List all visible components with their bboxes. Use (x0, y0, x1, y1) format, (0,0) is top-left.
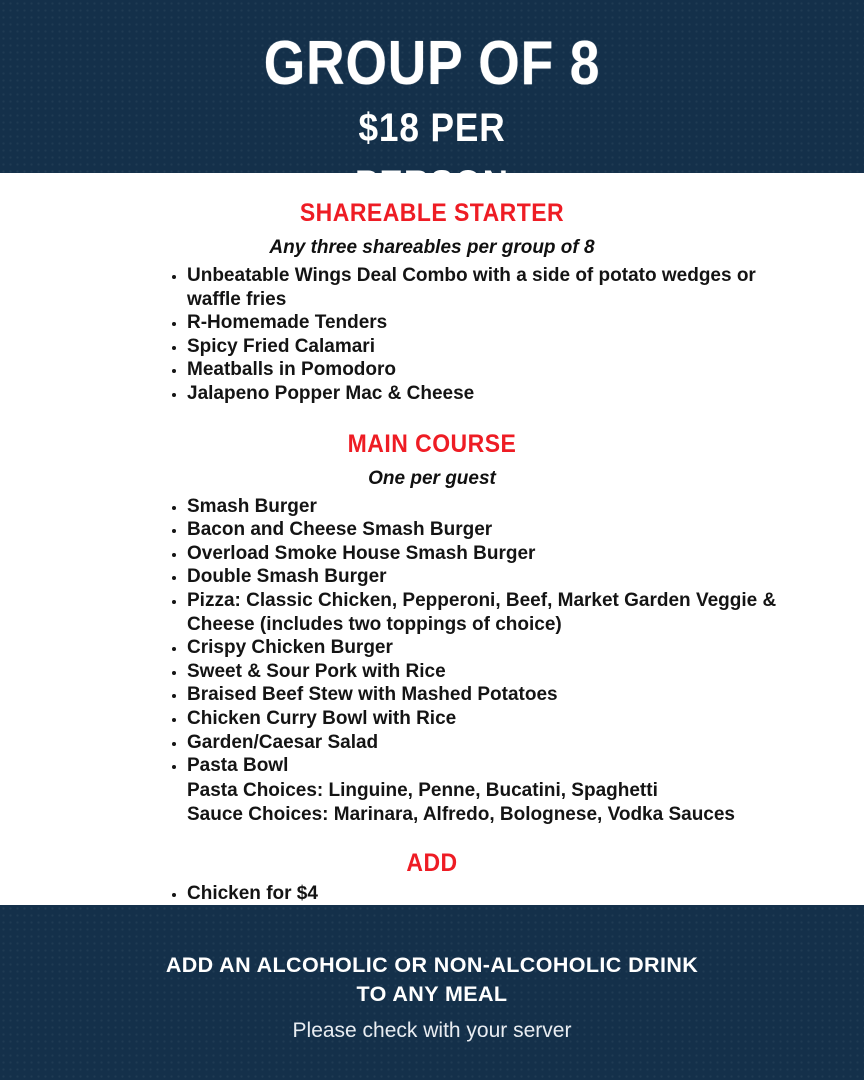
footer-drink-offer (0, 951, 864, 1009)
main-menu-item: • Smash Burger (187, 495, 787, 519)
main-menu-item: • Overload Smoke House Smash Burger (187, 542, 787, 566)
add-item-list (165, 882, 787, 906)
main-menu-item: • Braised Beef Stew with Mashed Potatoes (187, 683, 787, 707)
main-menu-item: • Double Smash Burger (187, 565, 787, 589)
starter-menu-item: • Jalapeno Popper Mac & Cheese (187, 382, 787, 406)
section-subtitle-starter: Any three shareables per group of 8 (269, 237, 595, 258)
menu-banner (0, 0, 864, 207)
section-shareable-starter (0, 199, 864, 406)
section-title-main: MAIN COURSE (347, 429, 517, 458)
section-title-starter: SHAREABLE STARTER (299, 199, 565, 227)
starter-menu-item: • Meatballs in Pomodoro (187, 358, 787, 382)
banner-price-line1: $18 PER (358, 106, 506, 150)
main-menu-item: • Pasta Bowl (187, 754, 787, 778)
banner-price-line2-clipped: PERSON (355, 163, 509, 207)
section-main-course (0, 430, 864, 828)
pasta-notes (187, 779, 777, 827)
main-menu-item: • Garden/Caesar Salad (187, 731, 787, 755)
starter-menu-item: • Unbeatable Wings Deal Combo with a side of potato wedges or waffle fries (187, 264, 787, 311)
section-subtitle-main: One per guest (368, 467, 496, 489)
banner-title: GROUP OF 8 (263, 29, 601, 98)
footer-drink-line1: ADD AN ALCOHOLIC OR NON-ALCOHOLIC DRINK (165, 953, 699, 977)
main-menu-item: • Bacon and Cheese Smash Burger (187, 518, 787, 542)
main-menu-item: • Sweet & Sour Pork with Rice (187, 660, 787, 684)
starter-item-list (165, 264, 787, 406)
main-item-list (165, 495, 787, 778)
menu-body (0, 173, 864, 906)
menu-footer (0, 905, 864, 1080)
footer-server-note: Please check with your server (292, 1019, 572, 1042)
section-add (0, 849, 864, 906)
main-menu-item: • Pizza: Classic Chicken, Pepperoni, Beef, Market Garden Veggie & Cheese (includes two toppings of choice) (187, 589, 787, 636)
pasta-note-line: Pasta Choices: Linguine, Penne, Bucatini, Spaghetti (187, 779, 658, 801)
add-menu-item: • Chicken for $4 (187, 882, 787, 906)
main-menu-item: • Chicken Curry Bowl with Rice (187, 707, 787, 731)
section-title-add: ADD (406, 849, 458, 878)
starter-menu-item: • Spicy Fried Calamari (187, 335, 787, 359)
pasta-note-line: Sauce Choices: Marinara, Alfredo, Bolognese, Vodka Sauces (187, 803, 736, 825)
main-menu-item: • Crispy Chicken Burger (187, 636, 787, 660)
footer-drink-line2: TO ANY MEAL (356, 982, 508, 1006)
starter-menu-item: • R-Homemade Tenders (187, 311, 787, 335)
